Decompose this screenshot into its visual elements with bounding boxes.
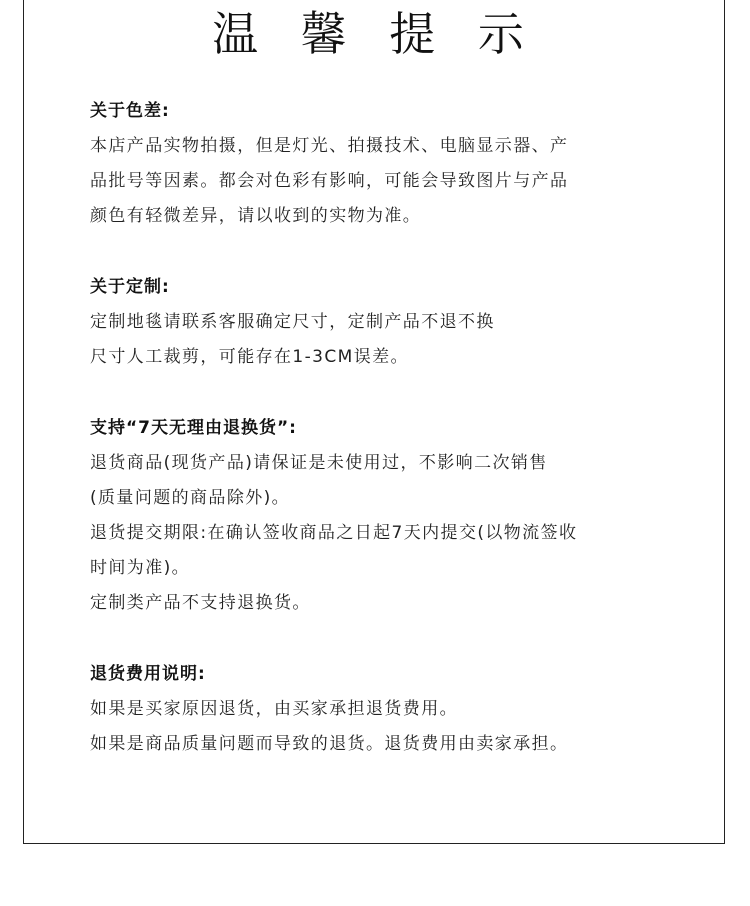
section-heading: 支持“7天无理由退换货”: — [90, 418, 297, 438]
section-text-line: 定制类产品不支持退换货。 — [90, 593, 311, 613]
section-text-line: 尺寸人工裁剪，可能存在1-3CM误差。 — [90, 347, 409, 367]
section-text-line: 本店产品实物拍摄，但是灯光、拍摄技术、电脑显示器、产 — [90, 136, 569, 156]
section-heading: 关于色差: — [90, 101, 170, 121]
section-text-line: 如果是买家原因退货，由买家承担退货费用。 — [90, 699, 458, 719]
page-title: 温 馨 提 示 — [212, 7, 538, 61]
section-customization — [90, 270, 690, 375]
section-text-line: 颜色有轻微差异，请以收到的实物为准。 — [90, 206, 422, 226]
section-text-line: (质量问题的商品除外)。 — [90, 488, 291, 508]
section-text-line: 退货商品(现货产品)请保证是未使用过，不影响二次销售 — [90, 453, 548, 473]
notice-content — [90, 94, 690, 798]
section-text-line: 时间为准)。 — [90, 558, 191, 578]
section-text-line: 品批号等因素。都会对色彩有影响，可能会导致图片与产品 — [90, 171, 569, 191]
section-color-difference — [90, 94, 690, 234]
section-text-line: 定制地毯请联系客服确定尺寸，定制产品不退不换 — [90, 312, 495, 332]
section-heading: 关于定制: — [90, 277, 170, 297]
section-return-fees — [90, 657, 690, 762]
section-text-line: 如果是商品质量问题而导致的退货。退货费用由卖家承担。 — [90, 734, 569, 754]
section-text-line: 退货提交期限:在确认签收商品之日起7天内提交(以物流签收 — [90, 523, 578, 543]
section-return-policy — [90, 411, 690, 621]
section-heading: 退货费用说明: — [90, 664, 206, 684]
